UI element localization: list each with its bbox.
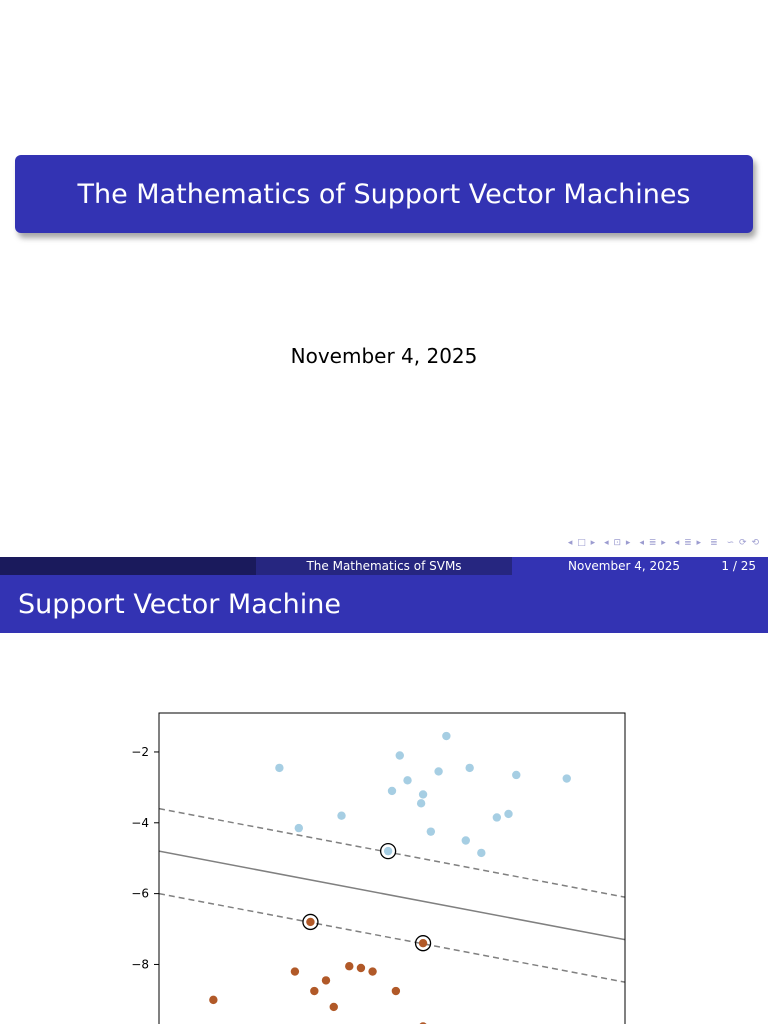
data-point [291,967,299,975]
nav-subsection-icon[interactable]: ◂ ≣ ▸ [639,538,667,548]
decision-boundary-line [159,851,625,940]
footer-title-segment [256,557,512,575]
data-point [388,787,396,795]
data-point [275,764,283,772]
y-tick-label: −4 [131,815,149,830]
beamer-navigation[interactable] [568,538,760,548]
data-point [392,987,400,995]
data-point [477,849,485,857]
data-point [295,824,303,832]
footer-page-number: 1 / 25 [721,559,756,573]
data-point [512,771,520,779]
footer-short-title: The Mathematics of SVMs [306,559,462,573]
data-point [337,812,345,820]
data-point [504,810,512,818]
nav-search-icon[interactable]: ∽ ⟳ ⟲ [726,538,760,548]
data-point [563,774,571,782]
y-tick-label: −6 [131,886,149,901]
data-point [462,836,470,844]
nav-toc-icon[interactable]: ≣ [710,538,719,548]
nav-frame-icon[interactable]: ◂ ⊡ ▸ [604,538,632,548]
data-point [322,976,330,984]
footer-author-segment [0,557,256,575]
data-point [434,767,442,775]
data-point [442,732,450,740]
svm-scatter-plot [0,633,768,1024]
data-point [427,827,435,835]
footer-date-segment [512,557,768,575]
frame-title: Support Vector Machine [18,588,341,620]
data-point [384,847,392,855]
data-point [345,962,353,970]
data-point [396,751,404,759]
slide-footer [0,557,768,575]
data-point [357,964,365,972]
frame-title-bar [0,575,768,633]
data-point [310,987,318,995]
data-point [368,967,376,975]
data-point [465,764,473,772]
margin-line [159,894,625,983]
data-point [330,1003,338,1011]
data-point [209,996,217,1004]
nav-section-icon[interactable]: ◂ ≣ ▸ [674,538,703,548]
presentation-date: November 4, 2025 [290,344,478,368]
footer-date: November 4, 2025 [568,559,681,573]
y-tick-label: −2 [131,744,149,759]
title-box [15,155,753,233]
presentation-title: The Mathematics of Support Vector Machines [77,178,691,210]
data-point [403,776,411,784]
data-point [306,918,314,926]
nav-slide-icon[interactable]: ◂ □ ▸ [567,538,597,548]
plot-frame [159,713,625,1024]
data-point [419,939,427,947]
y-tick-label: −8 [131,957,149,972]
margin-line [159,809,625,898]
data-point [417,799,425,807]
data-point [419,790,427,798]
data-point [493,813,501,821]
